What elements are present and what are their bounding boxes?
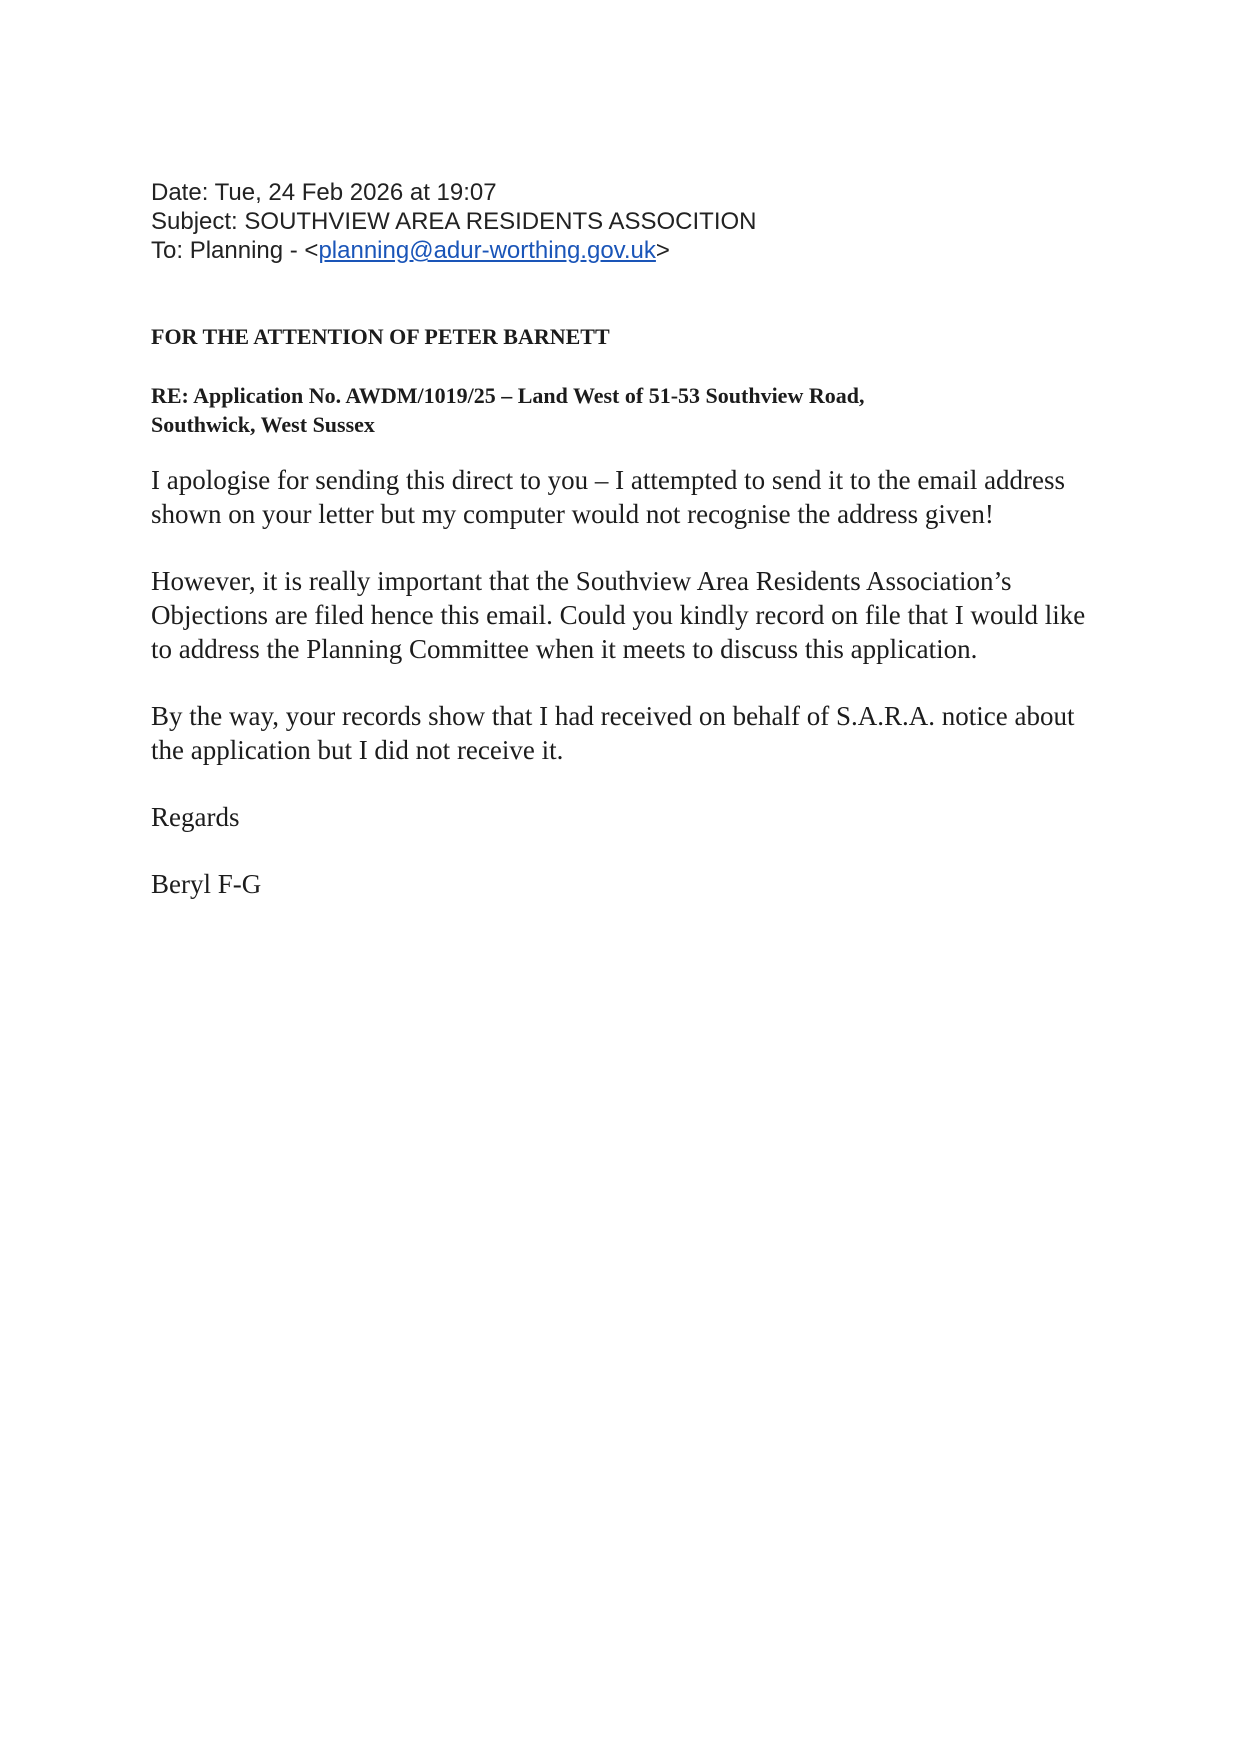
signature: Beryl F-G: [151, 869, 262, 899]
re-line-1: RE: Application No. AWDM/1019/25 – Land West of 51-53 Southview Road,: [151, 383, 865, 408]
to-name: Planning - <: [189, 237, 319, 264]
to-label: To:: [151, 237, 184, 264]
recipient-email-link[interactable]: planning@adur-worthing.gov.uk: [318, 237, 656, 264]
paragraph-apology: I apologise for sending this direct to you – I attempted to send it to the email address shown on your letter but my computer would not recognise the address given!: [151, 465, 1066, 529]
paragraph-notice: By the way, your records show that I had received on behalf of S.A.R.A. notice about the application but I did not receive it.: [151, 701, 1075, 765]
paragraph-objection: However, it is really important that the Southview Area Residents Association’s Objections are filed hence this email. Could you kindly record on file that I would like to address the Planning Committee when it meets to discuss this application.: [151, 566, 1086, 664]
date-value: Tue, 24 Feb 2026 at 19:07: [214, 179, 497, 206]
letter-body: [151, 322, 1101, 934]
closing: Regards: [151, 802, 240, 832]
re-line-2: Southwick, West Sussex: [151, 412, 375, 437]
email-header: [151, 178, 1101, 265]
to-close: >: [655, 237, 670, 264]
subject-value: SOUTHVIEW AREA RESIDENTS ASSOCITION: [244, 208, 757, 235]
date-label: Date:: [151, 179, 209, 206]
email-to-row: [151, 236, 1101, 265]
re-line: [151, 381, 1101, 439]
attention-line: FOR THE ATTENTION OF PETER BARNETT: [151, 324, 610, 349]
email-subject-row: [151, 207, 1101, 236]
subject-label: Subject:: [151, 208, 238, 235]
email-date-row: [151, 178, 1101, 207]
